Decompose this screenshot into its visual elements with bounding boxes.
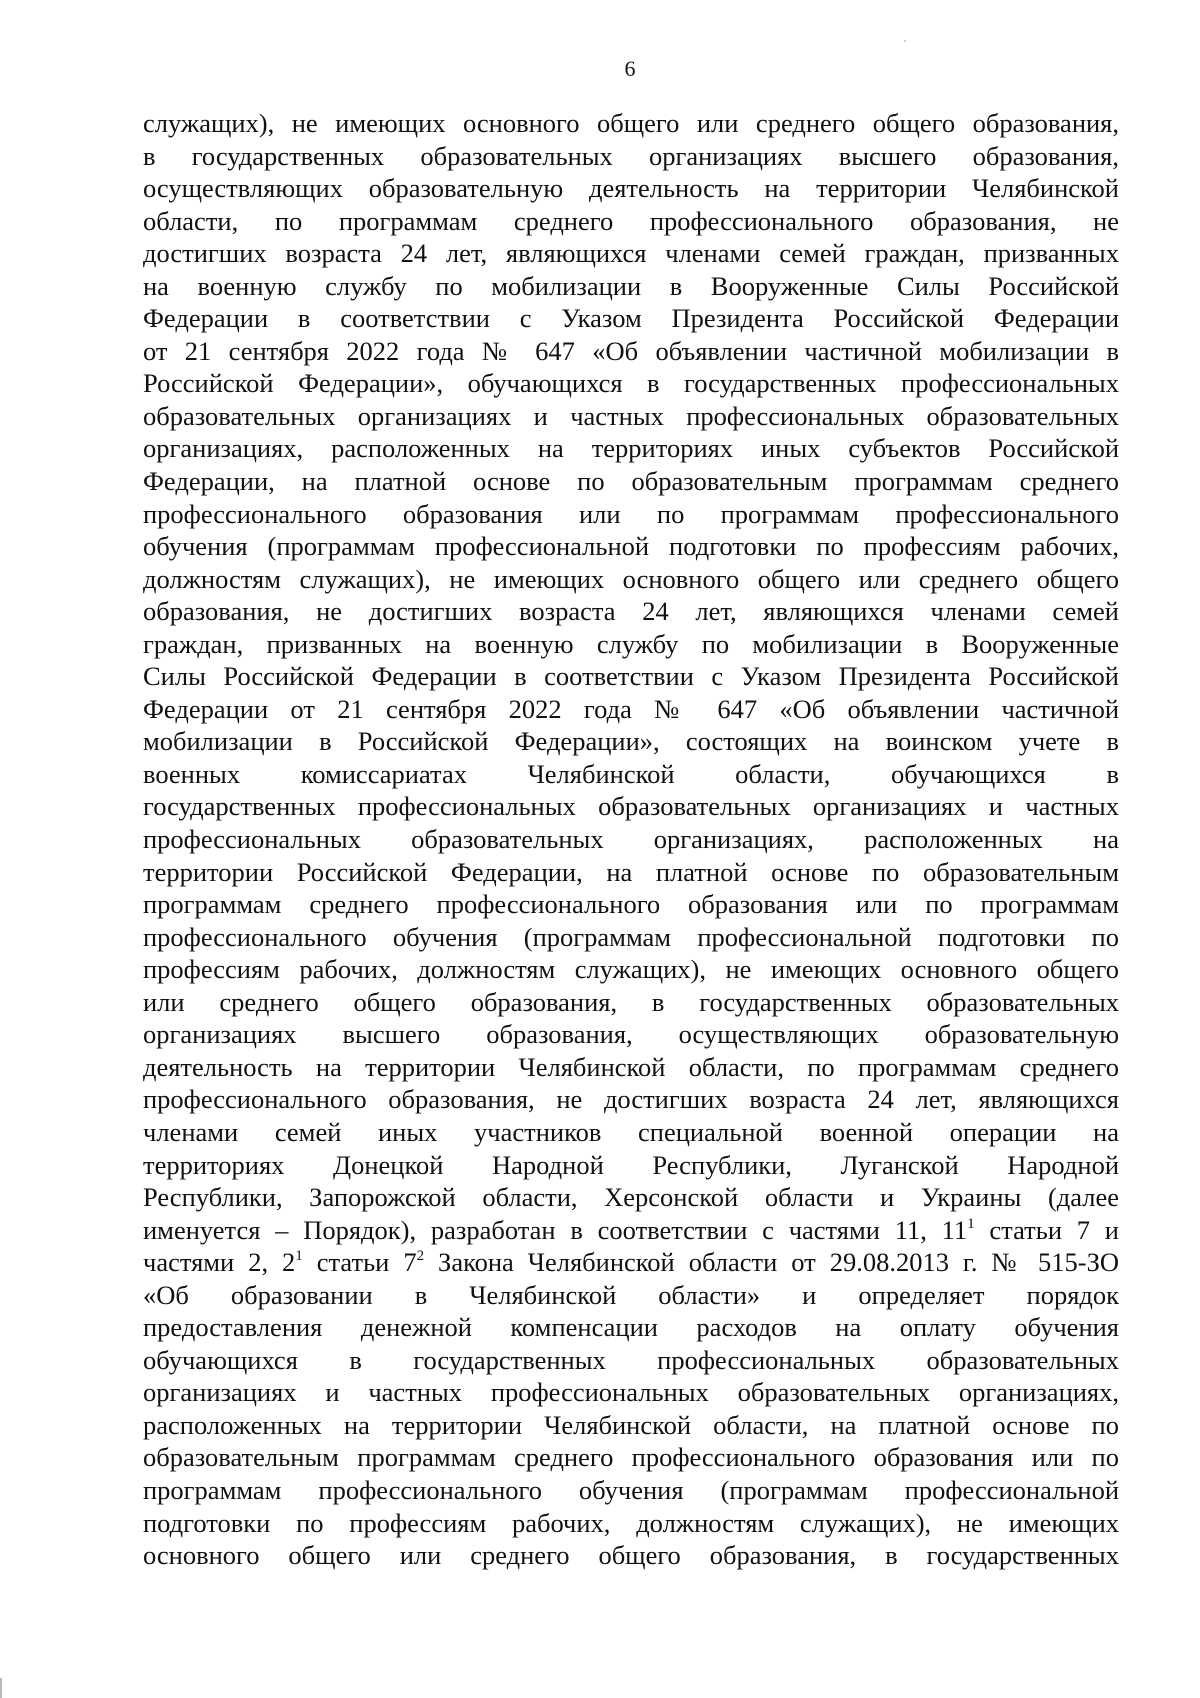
- text-line: осуществляющих образовательную деятельность на территории Челябинской: [143, 173, 1119, 204]
- text-line: Силы Российской Федерации в соответствии с Указом Президента Российской: [143, 661, 1119, 692]
- text-line: образовательных организациях и частных профессиональных образовательных: [143, 400, 1119, 431]
- text-line: профессиям рабочих, должностям служащих), не имеющих основного общего: [143, 954, 1119, 985]
- text-line: «Об образовании в Челябинской области» и определяет порядок: [143, 1279, 1119, 1310]
- text-line: территории Российской Федерации, на платной основе по образовательным: [143, 856, 1119, 887]
- scan-artifact-dot: [904, 40, 906, 42]
- text-line: организациях и частных профессиональных образовательных организациях,: [143, 1377, 1119, 1408]
- text-line: деятельность на территории Челябинской области, по программам среднего: [143, 1051, 1119, 1082]
- text-line: Федерации, на платной основе по образовательным программам среднего: [143, 466, 1119, 497]
- line-text-segment: частями 2, 2: [143, 1247, 296, 1278]
- text-line: Российской Федерации», обучающихся в государственных профессиональных: [143, 368, 1119, 399]
- line-text-segment: Закона Челябинской области от 29.08.2013 г. № 515-ЗО: [424, 1247, 1119, 1278]
- text-line: профессионального образования или по программам профессионального: [143, 498, 1119, 529]
- superscript: 1: [967, 1215, 975, 1232]
- text-line: членами семей иных участников специальной военной операции на: [143, 1116, 1119, 1147]
- text-line: достигших возраста 24 лет, являющихся членами семей граждан, призванных: [143, 238, 1119, 269]
- text-line: организациях, расположенных на территориях иных субъектов Российской: [143, 433, 1119, 464]
- superscript: 2: [416, 1248, 425, 1265]
- text-line-with-superscript: [143, 1214, 1119, 1247]
- text-line: от 21 сентября 2022 года № 647 «Об объявлении частичной мобилизации в: [143, 335, 1119, 366]
- line-text-segment: именуется – Порядок), разработан в соответствии с частями 11, 11: [143, 1214, 968, 1245]
- text-line: мобилизации в Российской Федерации», состоящих на воинском учете в: [143, 726, 1119, 757]
- text-line: служащих), не имеющих основного общего или среднего общего образования,: [143, 108, 1119, 138]
- text-line: профессиональных образовательных организациях, расположенных на: [143, 824, 1119, 855]
- body-text: [143, 107, 1119, 1572]
- text-line: основного общего или среднего общего образования, в государственных: [143, 1540, 1119, 1571]
- text-line: профессионального образования, не достигших возраста 24 лет, являющихся: [143, 1084, 1119, 1115]
- text-line: Федерации от 21 сентября 2022 года № 647 «Об объявлении частичной: [143, 693, 1119, 724]
- text-line: программам профессионального обучения (программам профессиональной: [143, 1474, 1119, 1505]
- line-text-segment: статьи 7: [302, 1247, 417, 1278]
- scan-edge-mark: [0, 1678, 2, 1698]
- text-line: образовательным программам среднего профессионального образования или по: [143, 1442, 1119, 1473]
- text-line: образования, не достигших возраста 24 лет, являющихся членами семей: [143, 596, 1119, 627]
- text-line: предоставления денежной компенсации расходов на оплату обучения: [143, 1312, 1119, 1343]
- text-line: военных комиссариатах Челябинской области, обучающихся в: [143, 758, 1119, 789]
- superscript: 1: [295, 1248, 303, 1265]
- text-line: Республики, Запорожской области, Херсонской области и Украины (далее: [143, 1182, 1119, 1213]
- page-number: 6: [624, 56, 636, 81]
- text-line: государственных профессиональных образовательных организациях и частных: [143, 791, 1119, 822]
- text-line: Федерации в соответствии с Указом Президента Российской Федерации: [143, 303, 1119, 334]
- text-line: организациях высшего образования, осуществляющих образовательную: [143, 1019, 1119, 1050]
- text-line: на военную службу по мобилизации в Вооруженные Силы Российской: [143, 270, 1119, 301]
- text-line-with-superscript: [143, 1246, 1119, 1279]
- text-line: программам среднего профессионального образования или по программам: [143, 889, 1119, 920]
- text-line: обучающихся в государственных профессиональных образовательных: [143, 1344, 1119, 1375]
- text-line: в государственных образовательных организациях высшего образования,: [143, 140, 1119, 171]
- text-line: расположенных на территории Челябинской области, на платной основе по: [143, 1409, 1119, 1440]
- text-line: граждан, призванных на военную службу по мобилизации в Вооруженные: [143, 628, 1119, 659]
- text-line: профессионального обучения (программам профессиональной подготовки по: [143, 921, 1119, 952]
- text-line: территориях Донецкой Народной Республики, Луганской Народной: [143, 1149, 1119, 1180]
- text-line: подготовки по профессиям рабочих, должностям служащих), не имеющих: [143, 1507, 1119, 1538]
- text-line: обучения (программам профессиональной подготовки по профессиям рабочих,: [143, 531, 1119, 562]
- line-text-segment: статьи 7 и: [974, 1214, 1119, 1245]
- text-line: области, по программам среднего профессионального образования, не: [143, 205, 1119, 236]
- text-line: или среднего общего образования, в государственных образовательных: [143, 986, 1119, 1017]
- text-line: должностям служащих), не имеющих основного общего или среднего общего: [143, 563, 1119, 594]
